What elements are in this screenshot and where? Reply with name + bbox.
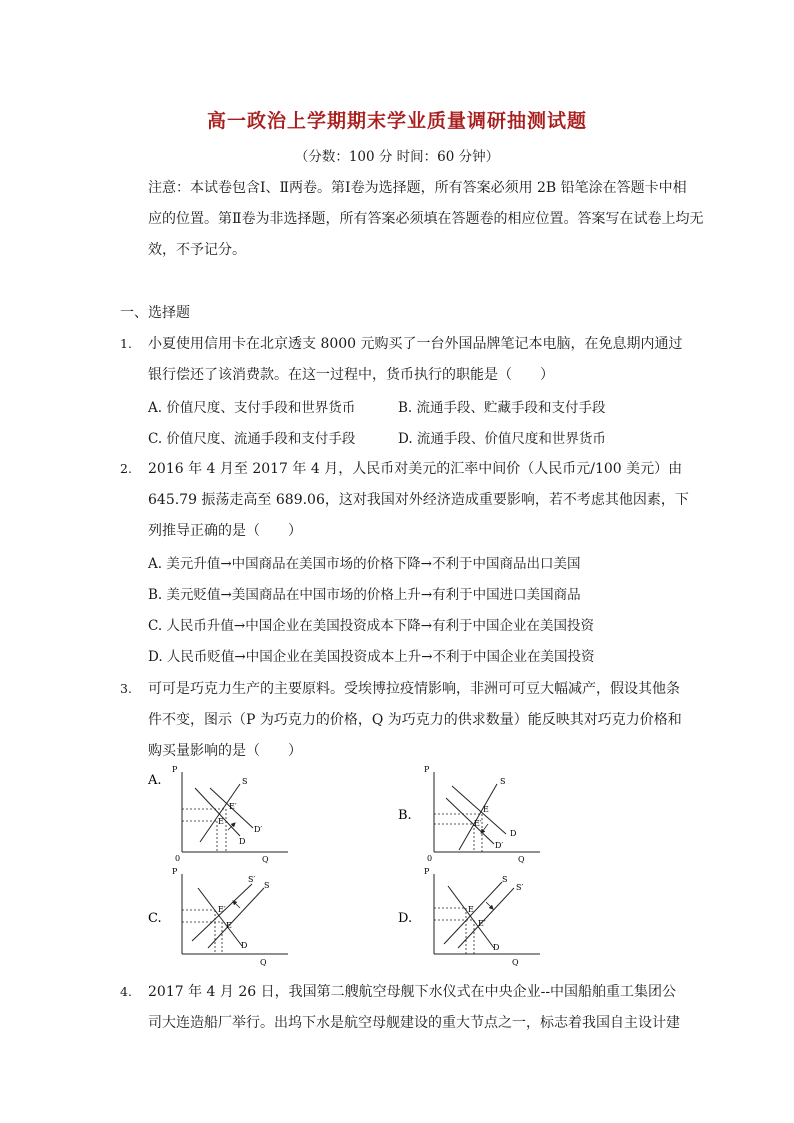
p-axis-label: P: [172, 867, 178, 876]
question-text: 小夏使用信用卡在北京透支 8000 元购买了一台外国品牌笔记本电脑，在免息期内通过: [148, 336, 683, 352]
option-c: C. 价值尺度、流通手段和支付手段: [148, 431, 356, 447]
curve-label: D: [239, 837, 246, 846]
question-text: 列推导正确的是（ ）: [148, 523, 302, 539]
notice-line-2: 应的位置。第Ⅱ卷为非选择题，所有答案必须填在答题卷的相应位置。答案写在试卷上均无: [148, 211, 704, 227]
page-title: 高一政治上学期期末学业质量调研抽测试题: [206, 110, 587, 132]
p-axis-label: P: [172, 765, 178, 774]
question-number: 3.: [120, 681, 132, 696]
curve-label: E′: [474, 819, 482, 828]
supply-curve-s: [200, 784, 240, 842]
q-axis-label: Q: [260, 958, 267, 966]
curve-label: D: [241, 941, 248, 950]
graph-a: [140, 762, 300, 867]
option-label: C.: [148, 911, 162, 926]
option-b: B. 美元贬值→美国商品在中国市场的价格上升→有利于中国进口美国商品: [148, 587, 581, 603]
curve-label: S: [242, 777, 248, 786]
curve-label: E: [218, 817, 224, 826]
graph-c: [140, 866, 300, 966]
option-a: A. 美元升值→中国商品在美国市场的价格下降→不利于中国商品出口美国: [148, 556, 581, 572]
option-label: D.: [398, 911, 413, 926]
curve-label: S′: [248, 875, 256, 884]
question-text: 银行偿还了该消费款。在这一过程中，货币执行的职能是（ ）: [148, 367, 554, 383]
q-axis-label: Q: [262, 855, 269, 864]
p-axis-label: P: [424, 765, 430, 774]
question-text: 购买量影响的是（ ）: [148, 743, 302, 759]
question-text: 司大连造船厂举行。出坞下水是航空母舰建设的重大节点之一，标志着我国自主设计建: [148, 1015, 680, 1031]
graph-d: [394, 866, 554, 966]
curve-label: E: [468, 905, 474, 914]
option-d: D. 流通手段、价值尺度和世界货币: [398, 431, 606, 447]
origin-label: 0: [175, 854, 181, 863]
question-text: 可可是巧克力生产的主要原料。受埃博拉疫情影响，非洲可可豆大幅减产，假设其他条: [148, 681, 680, 697]
notice-line-3: 效，不予记分。: [148, 242, 246, 258]
demand-curve-d: [198, 888, 242, 946]
curve-label: E: [483, 805, 489, 814]
curve-label: S′: [516, 883, 524, 892]
question-text: 2016 年 4 月至 2017 年 4 月，人民币对美元的汇率中间价（人民币元/100 美元）由: [148, 461, 683, 477]
notice-line-1: 注意：本试卷包含Ⅰ、Ⅱ两卷。第Ⅰ卷为选择题，所有答案必须用 2B 铅笔涂在答题卡中相: [148, 180, 687, 196]
question-number: 1.: [120, 336, 132, 351]
curve-label: D: [493, 943, 500, 952]
curve-label: D′: [495, 841, 504, 850]
question-text: 645.79 振荡走高至 689.06，这对我国对外经济造成重要影响，若不考虑其他因素，下: [148, 492, 689, 508]
exam-info: （分数：100 分 时间：60 分钟）: [294, 149, 500, 165]
curve-label: E′: [229, 802, 237, 811]
origin-label: 0: [427, 854, 433, 863]
curve-label: S: [502, 875, 508, 884]
curve-label: E′: [218, 905, 226, 914]
question-number: 4.: [120, 984, 132, 999]
graph-b: [394, 762, 554, 867]
supply-curve-s: [459, 784, 497, 850]
option-b: B. 流通手段、贮藏手段和支付手段: [398, 400, 606, 416]
question-number: 2.: [120, 461, 132, 476]
curve-label: S: [500, 777, 506, 786]
curve-label: E: [226, 921, 232, 930]
question-text: 2017 年 4 月 26 日，我国第二艘航空母舰下水仪式在中央企业--中国船舶重工集团公: [148, 984, 677, 1000]
curve-label: S: [264, 881, 270, 890]
q-axis-label: Q: [518, 855, 525, 864]
p-axis-label: P: [424, 867, 430, 876]
option-label: A.: [148, 773, 162, 788]
curve-label: D: [510, 829, 517, 838]
q-axis-label: Q: [512, 958, 519, 966]
curve-label: E′: [478, 919, 486, 928]
option-d: D. 人民币贬值→中国企业在美国投资成本上升→不利于中国企业在美国投资: [148, 649, 595, 665]
section-heading: 一、选择题: [120, 305, 190, 321]
curve-label: D′: [254, 825, 263, 834]
question-text: 件不变，图示（P 为巧克力的价格，Q 为巧克力的供求数量）能反映其对巧克力价格和: [148, 712, 682, 728]
option-label: B.: [398, 808, 412, 823]
option-a: A. 价值尺度、支付手段和世界货币: [148, 400, 356, 416]
option-c: C. 人民币升值→中国企业在美国投资成本下降→有利于中国企业在美国投资: [148, 618, 595, 634]
